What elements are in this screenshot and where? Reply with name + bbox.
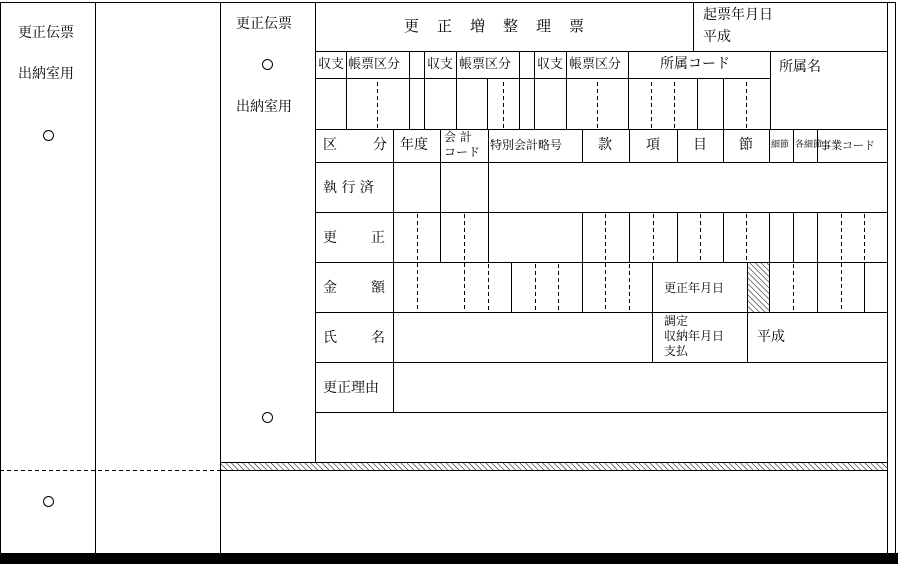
col-kaikei-code-line1: 会 計: [444, 130, 472, 144]
col-moku: 目: [693, 137, 707, 153]
col-nendo: 年度: [400, 137, 428, 153]
header-shushi: 収支: [318, 57, 345, 72]
header-shushi: 収支: [537, 57, 564, 72]
header-chohyo-kubun: 帳票区分: [569, 57, 622, 72]
settlement-line3: 支払: [664, 344, 689, 358]
punch-hole-circle-icon: [43, 130, 54, 141]
col-setsu: 節: [739, 137, 753, 153]
col-kan: 款: [598, 137, 612, 153]
header-shushi: 収支: [427, 57, 454, 72]
row-kingaku-2: 額: [371, 280, 385, 296]
settlement-era: 平成: [757, 329, 785, 345]
row-shikkozumi: 執 行 済: [323, 180, 374, 196]
header-shozoku-mei: 所属名: [779, 59, 821, 75]
row-kosei-2: 正: [371, 230, 385, 246]
issue-date-label: 起票年月日: [703, 7, 773, 23]
punch-hole-circle-icon: [43, 496, 54, 507]
col-kou: 項: [646, 137, 660, 153]
col-jigyo-code: 事業コード: [820, 139, 875, 152]
inner-stub-subtitle: 出納室用: [236, 99, 292, 115]
header-shozoku-code: 所属コード: [660, 56, 730, 72]
header-chohyo-kubun: 帳票区分: [348, 57, 401, 72]
col-kaikei-code-line2: コード: [444, 145, 481, 159]
col-kakusaisetsu: 各細節: [795, 140, 823, 150]
settlement-line2: 収納年月日: [664, 329, 725, 343]
col-tokubetsu-kaikei: 特別会計略号: [490, 138, 563, 152]
row-shimei-2: 名: [371, 330, 385, 346]
inner-stub-title: 更正伝票: [236, 16, 292, 32]
settlement-line1: 調定: [664, 314, 689, 328]
punch-hole-circle-icon: [262, 59, 273, 70]
row-kosei-1: 更: [323, 230, 337, 246]
left-stub-subtitle: 出納室用: [18, 66, 74, 82]
col-kubun-1: 区: [323, 137, 337, 153]
punch-hole-circle-icon: [262, 412, 273, 423]
row-kingaku-1: 金: [323, 280, 337, 296]
row-shimei-1: 氏: [323, 330, 337, 346]
row-kosei-riyu: 更正理由: [323, 380, 379, 396]
form-title: 更正増整理票: [404, 17, 603, 35]
issue-era: 平成: [703, 29, 731, 45]
col-saisetsu: 細節: [771, 140, 790, 150]
col-kubun-2: 分: [373, 137, 387, 153]
left-stub-title: 更正伝票: [18, 25, 74, 41]
kosei-date-label: 更正年月日: [664, 281, 725, 295]
header-chohyo-kubun: 帳票区分: [459, 57, 512, 72]
